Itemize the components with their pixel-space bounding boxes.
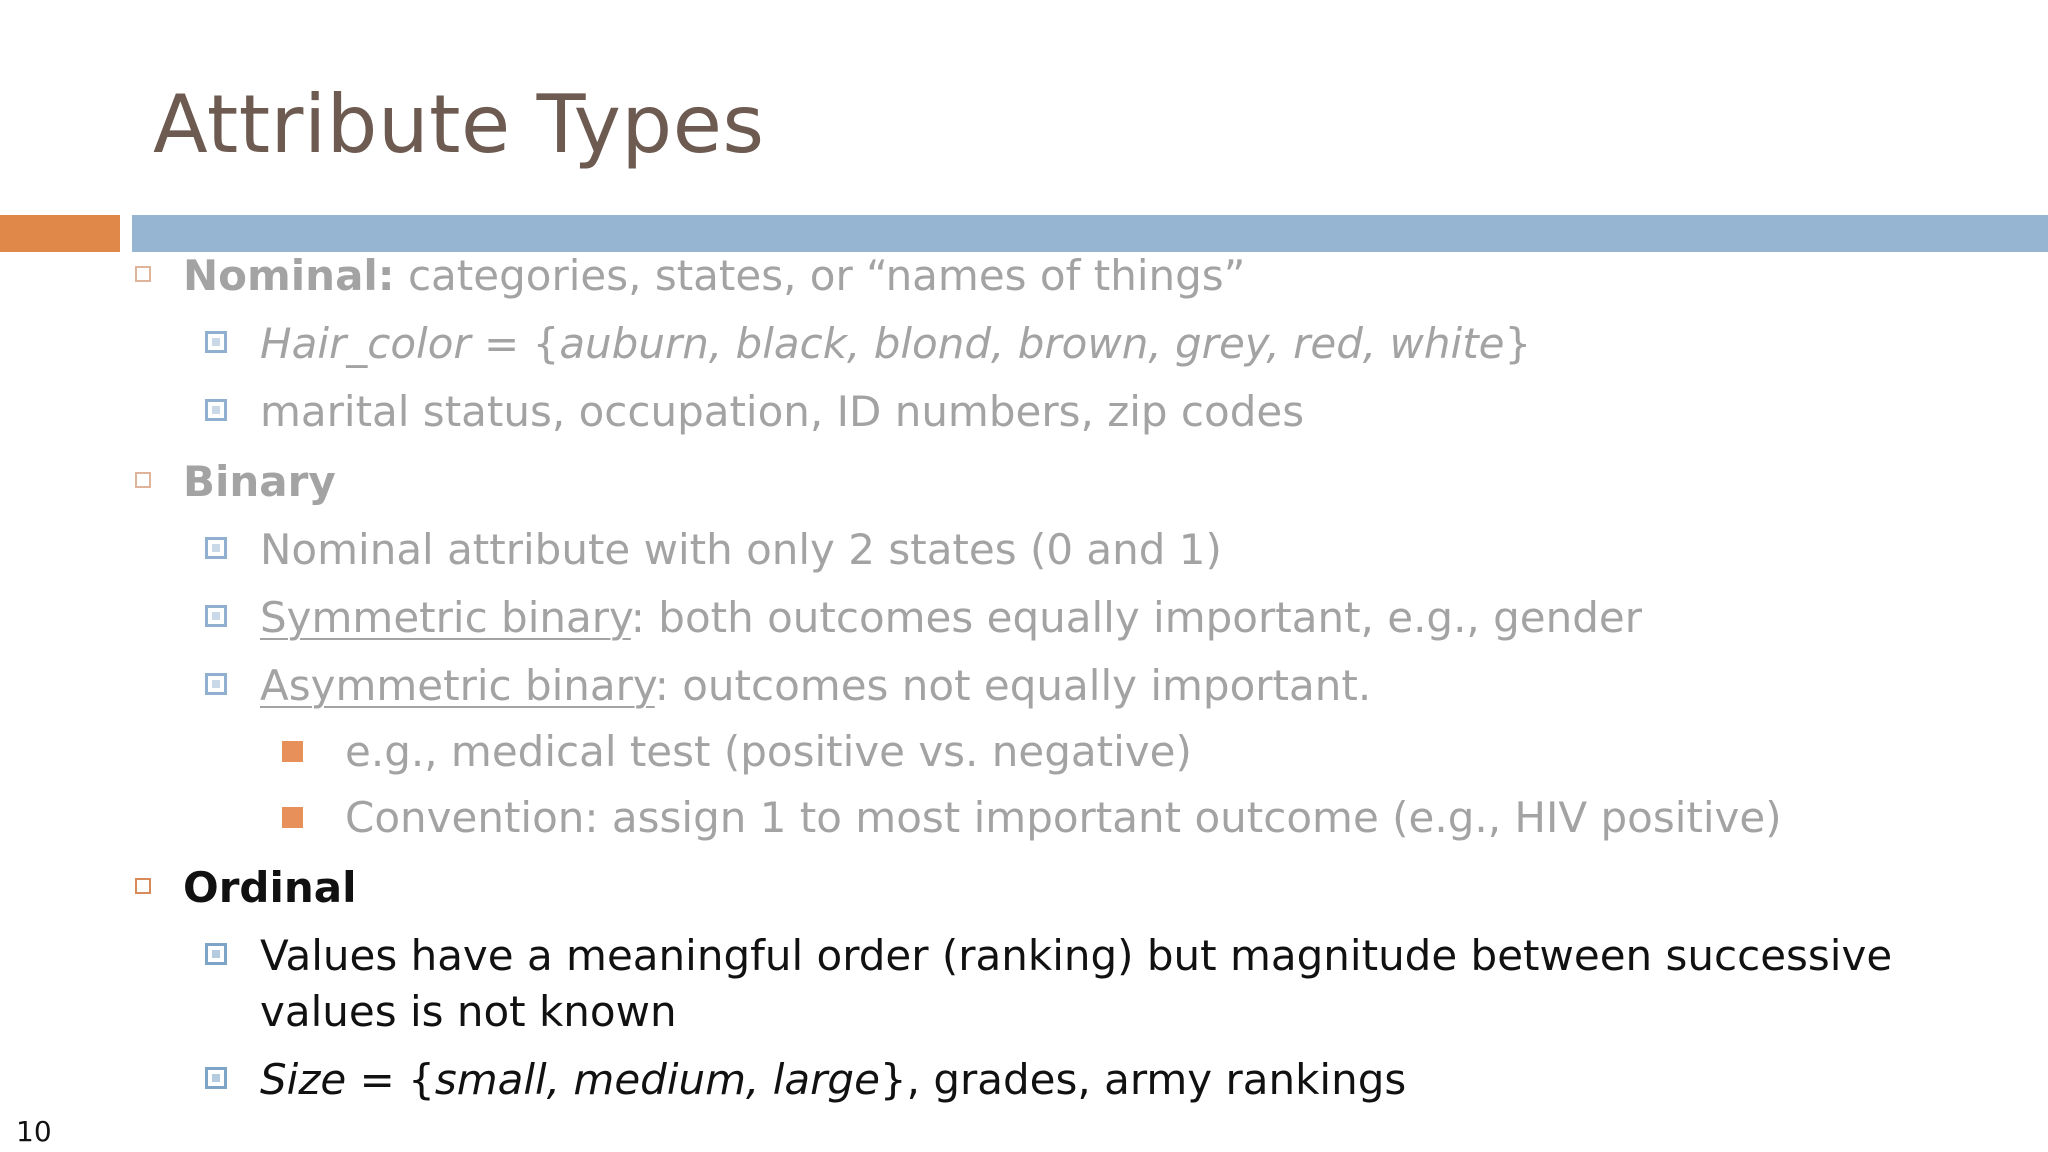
hollow-square-bullet-icon bbox=[135, 266, 151, 282]
hair-color-var: Hair_color bbox=[260, 319, 471, 368]
size-rest: , grades, army rankings bbox=[906, 1055, 1407, 1104]
symmetric-binary-text: : both outcomes equally important, e.g., gender bbox=[630, 593, 1643, 642]
nominal-examples: marital status, occupation, ID numbers, zip codes bbox=[260, 387, 1305, 436]
title-accent-bar-orange bbox=[0, 215, 120, 252]
size-values: small, medium, large bbox=[434, 1055, 880, 1104]
hollow-square-bullet-icon bbox=[135, 878, 151, 894]
square-bullet-icon bbox=[205, 399, 227, 421]
hair-color-eq: = { bbox=[470, 319, 560, 368]
size-close: } bbox=[879, 1055, 907, 1104]
square-bullet-icon bbox=[205, 673, 227, 695]
bullet-ordinal bbox=[135, 862, 357, 914]
square-bullet-icon bbox=[205, 605, 227, 627]
binary-label: Binary bbox=[183, 457, 336, 506]
filled-square-bullet-icon bbox=[282, 741, 303, 762]
bullet-ordinal-size bbox=[205, 1054, 1406, 1106]
bullet-symmetric-binary bbox=[205, 592, 1642, 644]
ordinal-item1-line1: Values have a meaningful order (ranking) but magnitude between successive bbox=[260, 931, 1893, 980]
hollow-square-bullet-icon bbox=[135, 472, 151, 488]
bullet-nominal bbox=[135, 250, 1245, 302]
page-number: 10 bbox=[16, 1115, 52, 1148]
filled-square-bullet-icon bbox=[282, 807, 303, 828]
bullet-convention bbox=[282, 792, 1782, 844]
binary-sub2: Convention: assign 1 to most important outcome (e.g., HIV positive) bbox=[345, 793, 1782, 842]
title-accent-bar-blue bbox=[132, 215, 2048, 252]
hair-color-close: } bbox=[1504, 319, 1532, 368]
bullet-binary bbox=[135, 456, 336, 508]
bullet-hair-color bbox=[205, 318, 1531, 370]
bullet-nominal-examples bbox=[205, 386, 1304, 438]
bullet-medical-test bbox=[282, 726, 1192, 778]
hair-color-values: auburn, black, blond, brown, grey, red, white bbox=[559, 319, 1505, 368]
square-bullet-icon bbox=[205, 1067, 227, 1089]
ordinal-label: Ordinal bbox=[183, 863, 357, 912]
bullet-ordinal-values bbox=[205, 930, 1892, 982]
asymmetric-binary-text: : outcomes not equally important. bbox=[654, 661, 1372, 710]
nominal-text: categories, states, or “names of things” bbox=[394, 251, 1246, 300]
bullet-asymmetric-binary bbox=[205, 660, 1371, 712]
asymmetric-binary-label: Asymmetric binary bbox=[260, 661, 655, 710]
bullet-binary-states bbox=[205, 524, 1222, 576]
binary-item1: Nominal attribute with only 2 states (0 and 1) bbox=[260, 525, 1222, 574]
square-bullet-icon bbox=[205, 331, 227, 353]
nominal-label: Nominal: bbox=[183, 251, 395, 300]
binary-sub1: e.g., medical test (positive vs. negative) bbox=[345, 727, 1192, 776]
size-eq: = { bbox=[346, 1055, 435, 1104]
ordinal-values-continuation bbox=[205, 986, 677, 1038]
size-var: Size bbox=[260, 1055, 347, 1104]
square-bullet-icon bbox=[205, 537, 227, 559]
square-bullet-icon bbox=[205, 943, 227, 965]
ordinal-item1-line2: values is not known bbox=[260, 987, 677, 1036]
symmetric-binary-label: Symmetric binary bbox=[260, 593, 631, 642]
slide-title: Attribute Types bbox=[153, 78, 765, 171]
